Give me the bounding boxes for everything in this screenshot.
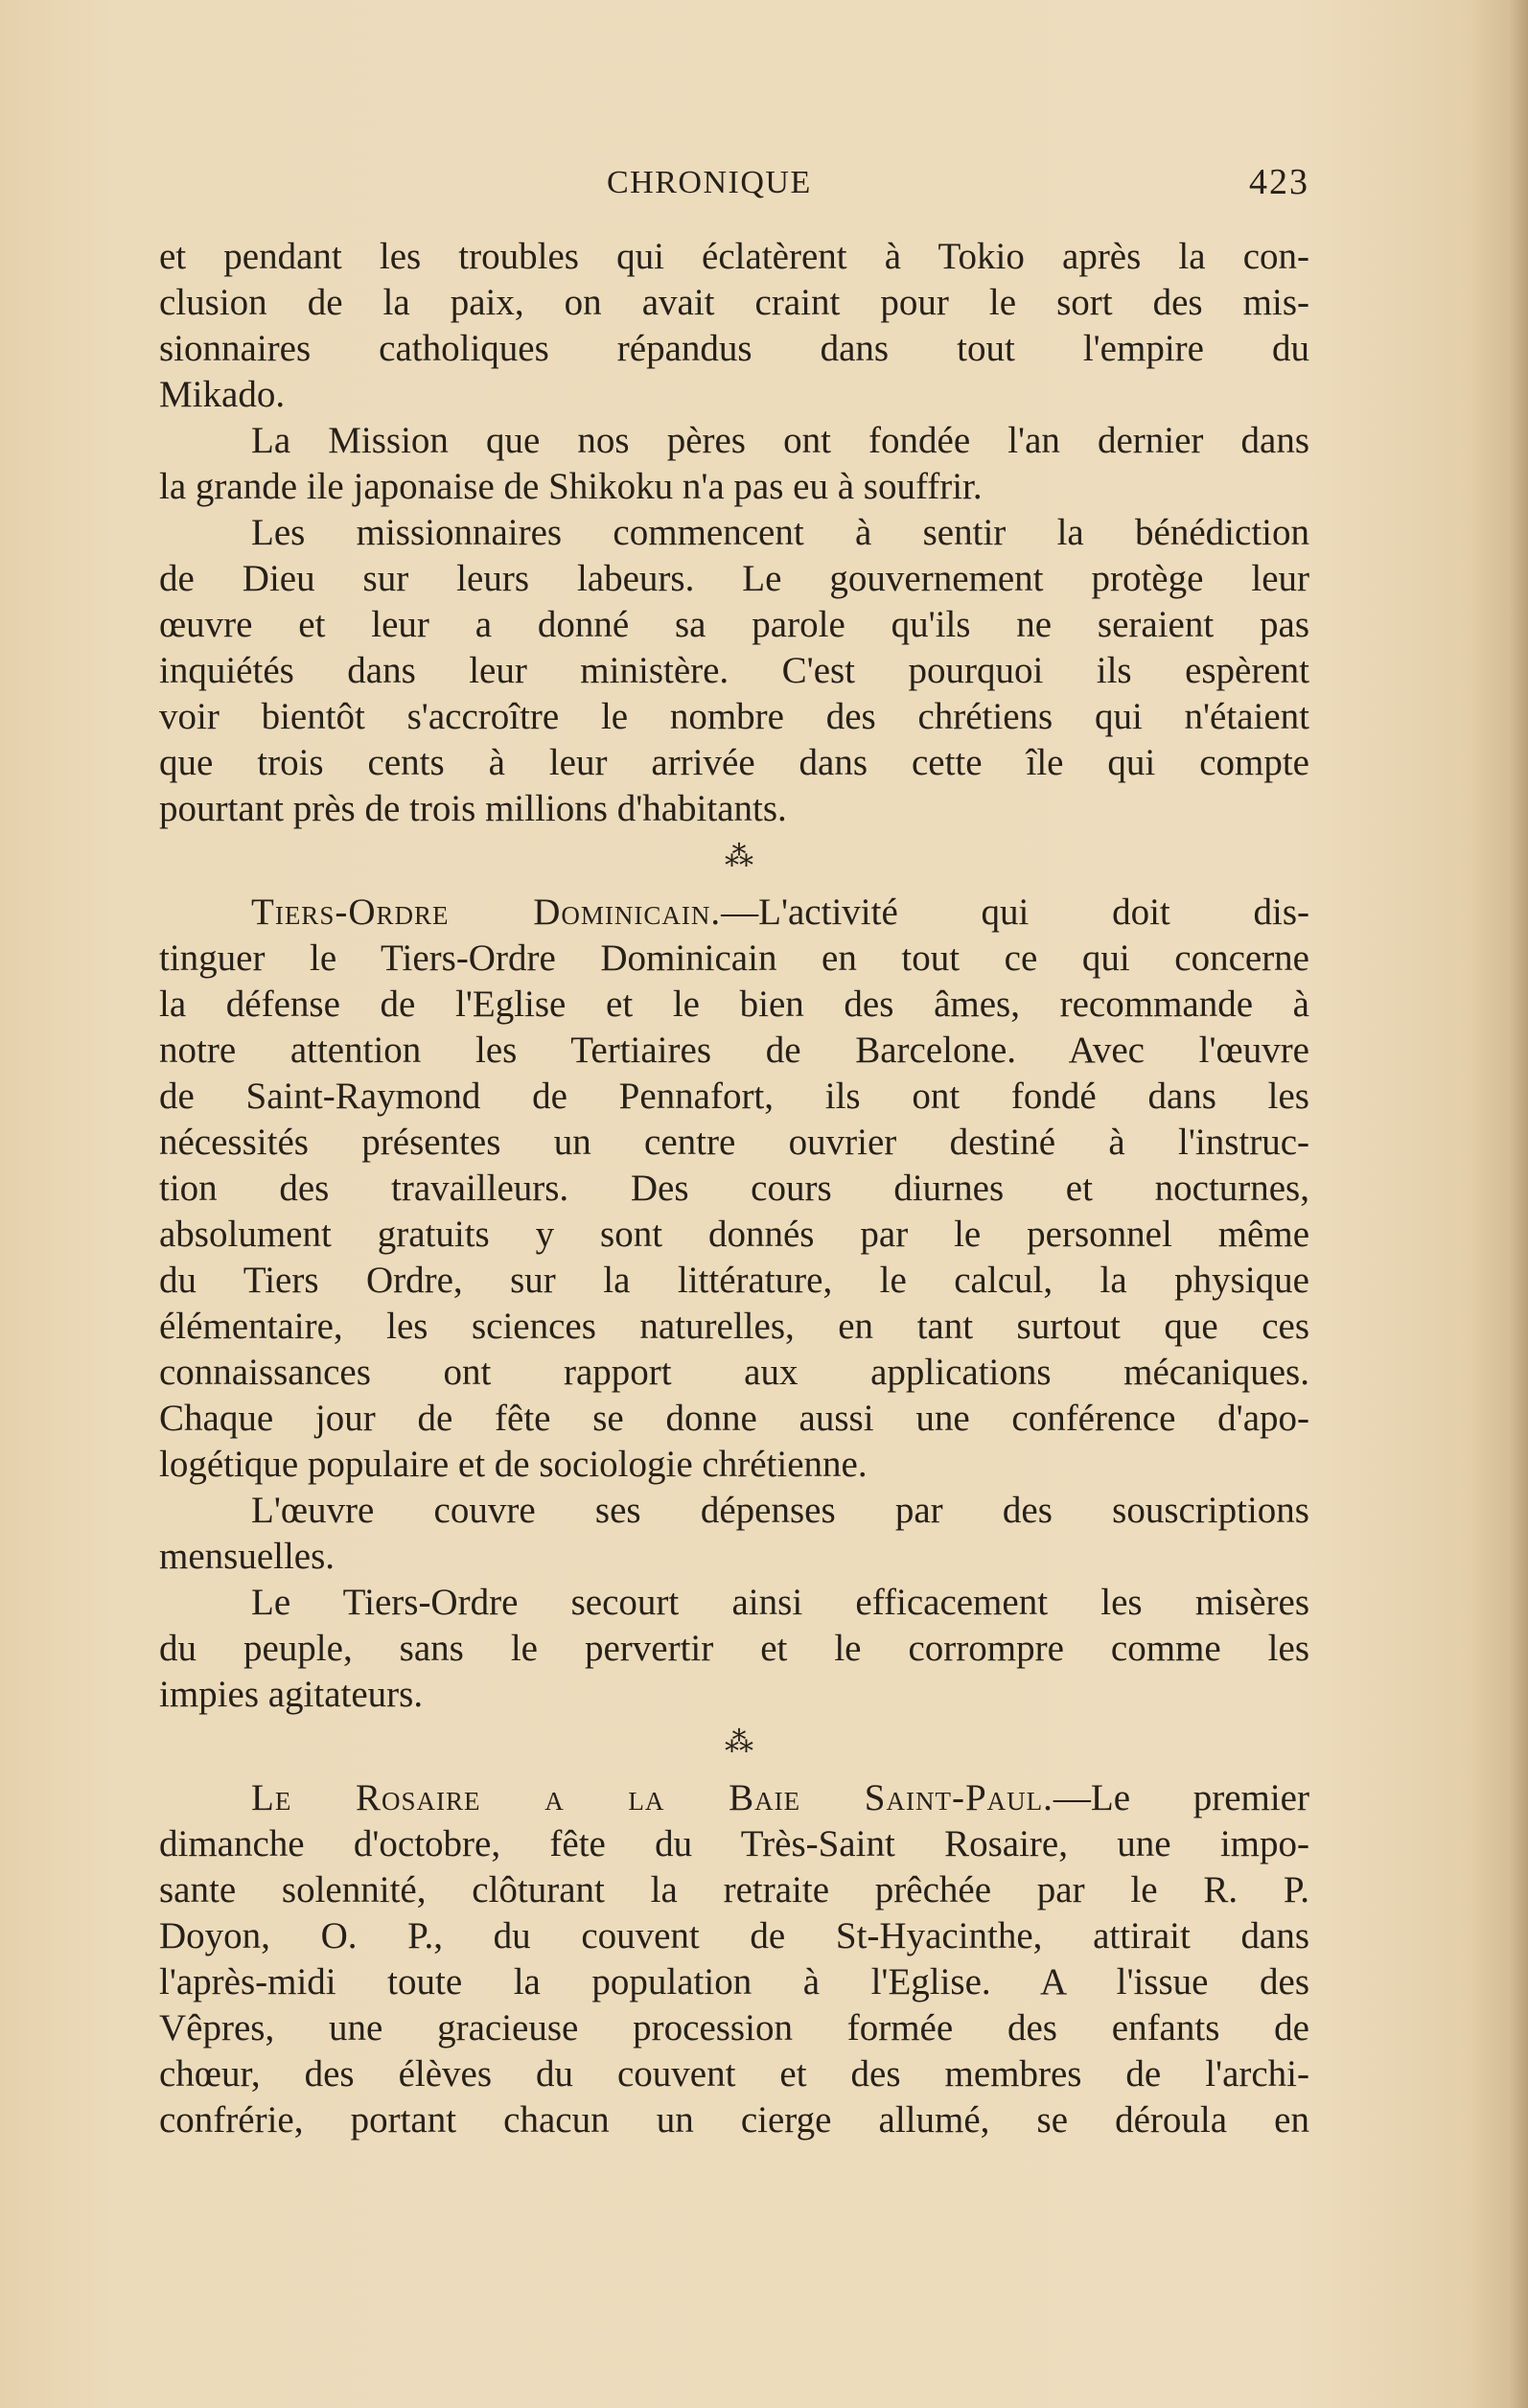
text-line: l'après-midi toute la population à l'Eglise. A l'issue des bbox=[159, 1961, 1309, 2003]
text-line: de Saint-Raymond de Pennafort, ils ont fondé dans les bbox=[159, 1076, 1309, 1117]
text-line: mensuelles. bbox=[159, 1536, 336, 1577]
text-line: la grande ile japonaise de Shikoku n'a pas eu à souffrir. bbox=[159, 466, 983, 507]
text-line: notre attention les Tertiaires de Barcelone. Avec l'œuvre bbox=[159, 1030, 1309, 1071]
section-separator: ⁂ bbox=[725, 1726, 753, 1758]
text-line: et pendant les troubles qui éclatèrent à Tokio après la con- bbox=[159, 236, 1309, 277]
page-number: 423 bbox=[1249, 162, 1309, 202]
section-separator: ⁂ bbox=[725, 841, 753, 872]
text-line: du peuple, sans le pervertir et le corrompre comme les bbox=[159, 1628, 1309, 1669]
section-heading: Tiers-Ordre Dominicain. bbox=[251, 891, 722, 933]
text-line: impies agitateurs. bbox=[159, 1674, 424, 1715]
page-edge-shadow bbox=[1507, 0, 1528, 2408]
text-line: tion des travailleurs. Des cours diurnes et nocturnes, bbox=[159, 1168, 1309, 1209]
running-title: CHRONIQUE bbox=[607, 165, 812, 200]
text-line: inquiétés dans leur ministère. C'est pourquoi ils espèrent bbox=[159, 650, 1309, 691]
text-line: Chaque jour de fête se donne aussi une conférence d'apo- bbox=[159, 1398, 1309, 1439]
text-line: Les missionnaires commencent à sentir la bénédiction bbox=[251, 512, 1309, 553]
text-line: La Mission que nos pères ont fondée l'an dernier dans bbox=[251, 420, 1309, 461]
section-heading-line bbox=[159, 890, 1309, 936]
text-line: pourtant près de trois millions d'habitants. bbox=[159, 788, 787, 829]
text-line: du Tiers Ordre, sur la littérature, le calcul, la physique bbox=[159, 1260, 1309, 1301]
text-line: sionnaires catholiques répandus dans tout l'empire du bbox=[159, 328, 1309, 369]
text-line: nécessités présentes un centre ouvrier destiné à l'instruc- bbox=[159, 1122, 1309, 1163]
text-line: absolument gratuits y sont donnés par le personnel même bbox=[159, 1214, 1309, 1255]
running-head bbox=[159, 161, 1309, 209]
text-line: Mikado. bbox=[159, 374, 286, 415]
text-line: clusion de la paix, on avait craint pour le sort des mis- bbox=[159, 282, 1309, 323]
text-line: confrérie, portant chacun un cierge allumé, se déroula en bbox=[159, 2099, 1309, 2141]
section-heading: Le Rosaire a la Baie Saint-Paul. bbox=[251, 1777, 1053, 1818]
text-line: la défense de l'Eglise et le bien des âmes, recommande à bbox=[159, 984, 1309, 1025]
text-line: chœur, des élèves du couvent et des membres de l'archi- bbox=[159, 2053, 1309, 2095]
text-line: tinguer le Tiers-Ordre Dominicain en tout ce qui concerne bbox=[159, 938, 1309, 979]
text-line: L'œuvre couvre ses dépenses par des souscriptions bbox=[251, 1490, 1309, 1531]
text-line: connaissances ont rapport aux applications mécaniques. bbox=[159, 1352, 1309, 1393]
text-line: Le Tiers-Ordre secourt ainsi efficacement les misères bbox=[251, 1582, 1309, 1623]
text-line: Doyon, O. P., du couvent de St-Hyacinthe, attirait dans bbox=[159, 1915, 1309, 1956]
text-line: élémentaire, les sciences naturelles, en tant surtout que ces bbox=[159, 1306, 1309, 1347]
heading-line-text: —L'activité qui doit dis- bbox=[721, 891, 1309, 933]
text-line: de Dieu sur leurs labeurs. Le gouvernement protège leur bbox=[159, 558, 1309, 599]
text-line: sante solennité, clôturant la retraite prêchée par le R. P. bbox=[159, 1869, 1309, 1910]
heading-line-text: —Le premier bbox=[1053, 1777, 1309, 1818]
text-line: œuvre et leur a donné sa parole qu'ils ne seraient pas bbox=[159, 604, 1309, 645]
text-line: dimanche d'octobre, fête du Très-Saint Rosaire, une impo- bbox=[159, 1823, 1309, 1864]
text-line: voir bientôt s'accroître le nombre des chrétiens qui n'étaient bbox=[159, 696, 1309, 737]
section-heading-line bbox=[159, 1775, 1309, 1821]
text-line: que trois cents à leur arrivée dans cette île qui compte bbox=[159, 742, 1309, 783]
text-line: logétique populaire et de sociologie chrétienne. bbox=[159, 1444, 868, 1485]
text-line: Vêpres, une gracieuse procession formée des enfants de bbox=[159, 2007, 1309, 2049]
body-text bbox=[159, 234, 1309, 2143]
